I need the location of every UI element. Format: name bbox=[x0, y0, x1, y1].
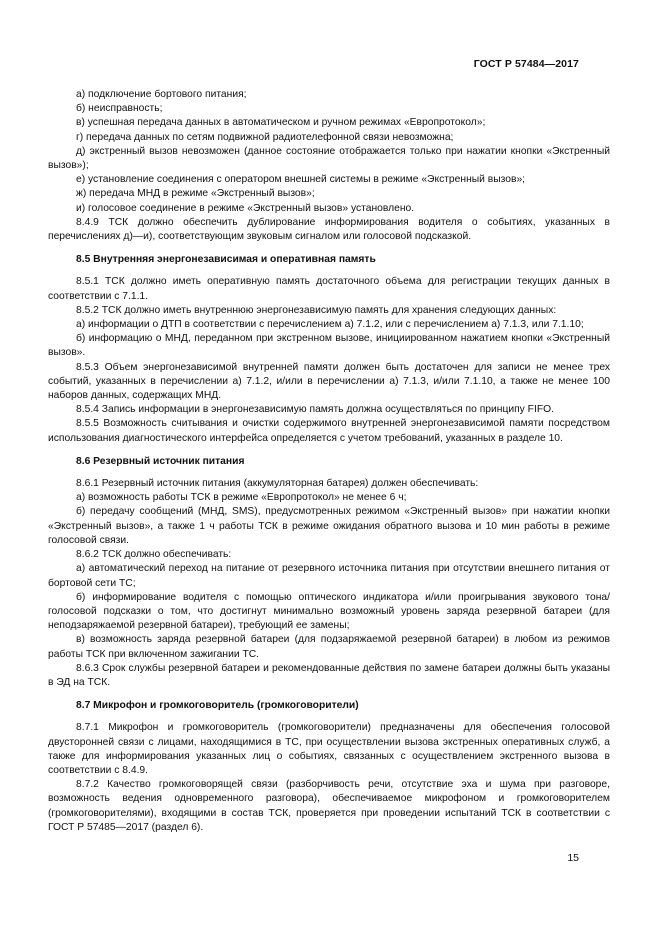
clause-paragraph: 8.5.1 ТСК должно иметь оперативную память достаточного объема для регистрации текущих данных в соответствии с 7.1.1. bbox=[48, 276, 610, 302]
section-heading-8-7: 8.7 Микрофон и громкоговоритель (громкоговорители) bbox=[76, 700, 359, 712]
page-number: 15 bbox=[567, 852, 579, 864]
document-body bbox=[48, 88, 610, 835]
clause-paragraph: 8.5.2 ТСК должно иметь внутреннюю энергонезависимую память для хранения следующих данных: bbox=[76, 304, 557, 316]
list-item: д) экстренный вызов невозможен (данное состояние отображается только при нажатии кнопки «Экстренный вызов»); bbox=[48, 145, 610, 172]
list-item: и) голосовое соединение в режиме «Экстренный вызов» установлено. bbox=[76, 202, 415, 214]
list-item: в) возможность заряда резервной батареи (для подзаряжаемой резервной батареи) в любом из режимов работы ТСК при включенном зажигании ТС. bbox=[48, 634, 610, 660]
section-heading-8-5: 8.5 Внутренняя энергонезависимая и оперативная память bbox=[76, 254, 376, 266]
list-item: б) информирование водителя с помощью оптического индикатора и/или проигрывания звукового тона/голосовой подсказки о том, что достигнут минимально возможный уровень заряда резервной батареи (для неподзаряжаемой резервной батареи), требующий ее замены; bbox=[48, 591, 610, 632]
clause-paragraph: 8.4.9 ТСК должно обеспечить дублирование информирования водителя о событиях, указанных в перечислениях д)—и), соответствующим звуковым сигналом или голосовой подсказкой. bbox=[48, 216, 610, 243]
clause-paragraph: 8.5.5 Возможность считывания и очистки содержимого внутренней энергонезависимой памяти посредством использования диагностического интерфейса определяется с учетом требований, указанных в разделе 10. bbox=[48, 418, 610, 444]
section-heading-8-6: 8.6 Резервный источник питания bbox=[76, 455, 245, 467]
clause-paragraph: 8.6.2 ТСК должно обеспечивать: bbox=[76, 549, 232, 561]
list-item: б) информацию о МНД, переданном при экстренном вызове, инициированном нажатием кнопки «Экстренный вызов». bbox=[48, 333, 610, 359]
list-item: в) успешная передача данных в автоматическом и ручном режимах «Европротокол»; bbox=[76, 117, 486, 129]
clause-paragraph: 8.5.4 Запись информации в энергонезависимую память должна осуществляться по принципу FIFO. bbox=[76, 404, 554, 416]
list-item: а) подключение бортового питания; bbox=[76, 89, 247, 100]
list-item: а) автоматический переход на питание от резервного источника питания при отсутствии внешнего питания от бортовой сети ТС; bbox=[48, 563, 610, 589]
clause-paragraph: 8.6.3 Срок службы резервной батареи и рекомендованные действия по замене батареи должны быть указаны в ЭД на ТСК. bbox=[48, 662, 610, 688]
list-item: б) неисправность; bbox=[76, 103, 163, 115]
clause-paragraph: 8.7.2 Качество громкоговорящей связи (разборчивость речи, отсутствие эха и шума при разговоре, возможность ведения одновременного разговора), обеспечиваемое микрофоном и громкоговорителем (громкоговорителями), входящими в состав ТСК, проверяется при проведении испытаний ТСК в соответствии с ГОСТ Р 57485—2017 (раздел 6). bbox=[48, 779, 610, 833]
clause-paragraph: 8.6.1 Резервный источник питания (аккумуляторная батарея) должен обеспечивать: bbox=[76, 478, 479, 490]
list-item: г) передача данных по сетям подвижной радиотелефонной связи невозможна; bbox=[76, 131, 454, 143]
clause-paragraph: 8.7.1 Микрофон и громкоговоритель (громкоговорители) предназначены для обеспечения голосовой двусторонней связи с лицами, находящимися в ТС, при осуществлении вызова экстренных оперативных служб, а также для информирования указанных лиц о событиях, связанных с осуществлением экстренного вызова в соответствии с 8.4.9. bbox=[48, 722, 610, 776]
list-item: е) установление соединения с оператором внешней системы в режиме «Экстренный вызов»; bbox=[76, 174, 526, 186]
document-code: ГОСТ Р 57484—2017 bbox=[473, 58, 579, 70]
list-item: ж) передача МНД в режиме «Экстренный вызов»; bbox=[76, 188, 315, 200]
list-item: б) передачу сообщений (МНД, SMS), предусмотренных режимом «Экстренный вызов» при нажатии кнопки «Экстренный вызов», а также 1 ч работы ТСК в режиме ожидания обратного вызова и 10 мин работы в режиме голосовой связи. bbox=[48, 506, 610, 546]
clause-paragraph: 8.5.3 Объем энергонезависимой внутренней памяти должен быть достаточен для записи не менее трех событий, указанных в перечислении а) 7.1.2, и/или в перечислении а) 7.1.3, и/или 7.1.10, а также не менее 100 наборов данных, содержащих МНД. bbox=[48, 361, 610, 402]
list-item: а) возможность работы ТСК в режиме «Европротокол» не менее 6 ч; bbox=[76, 492, 407, 504]
list-item: а) информации о ДТП в соответствии с перечислением а) 7.1.2, или с перечислением а) 7.1.3, или 7.1.10; bbox=[76, 319, 584, 331]
